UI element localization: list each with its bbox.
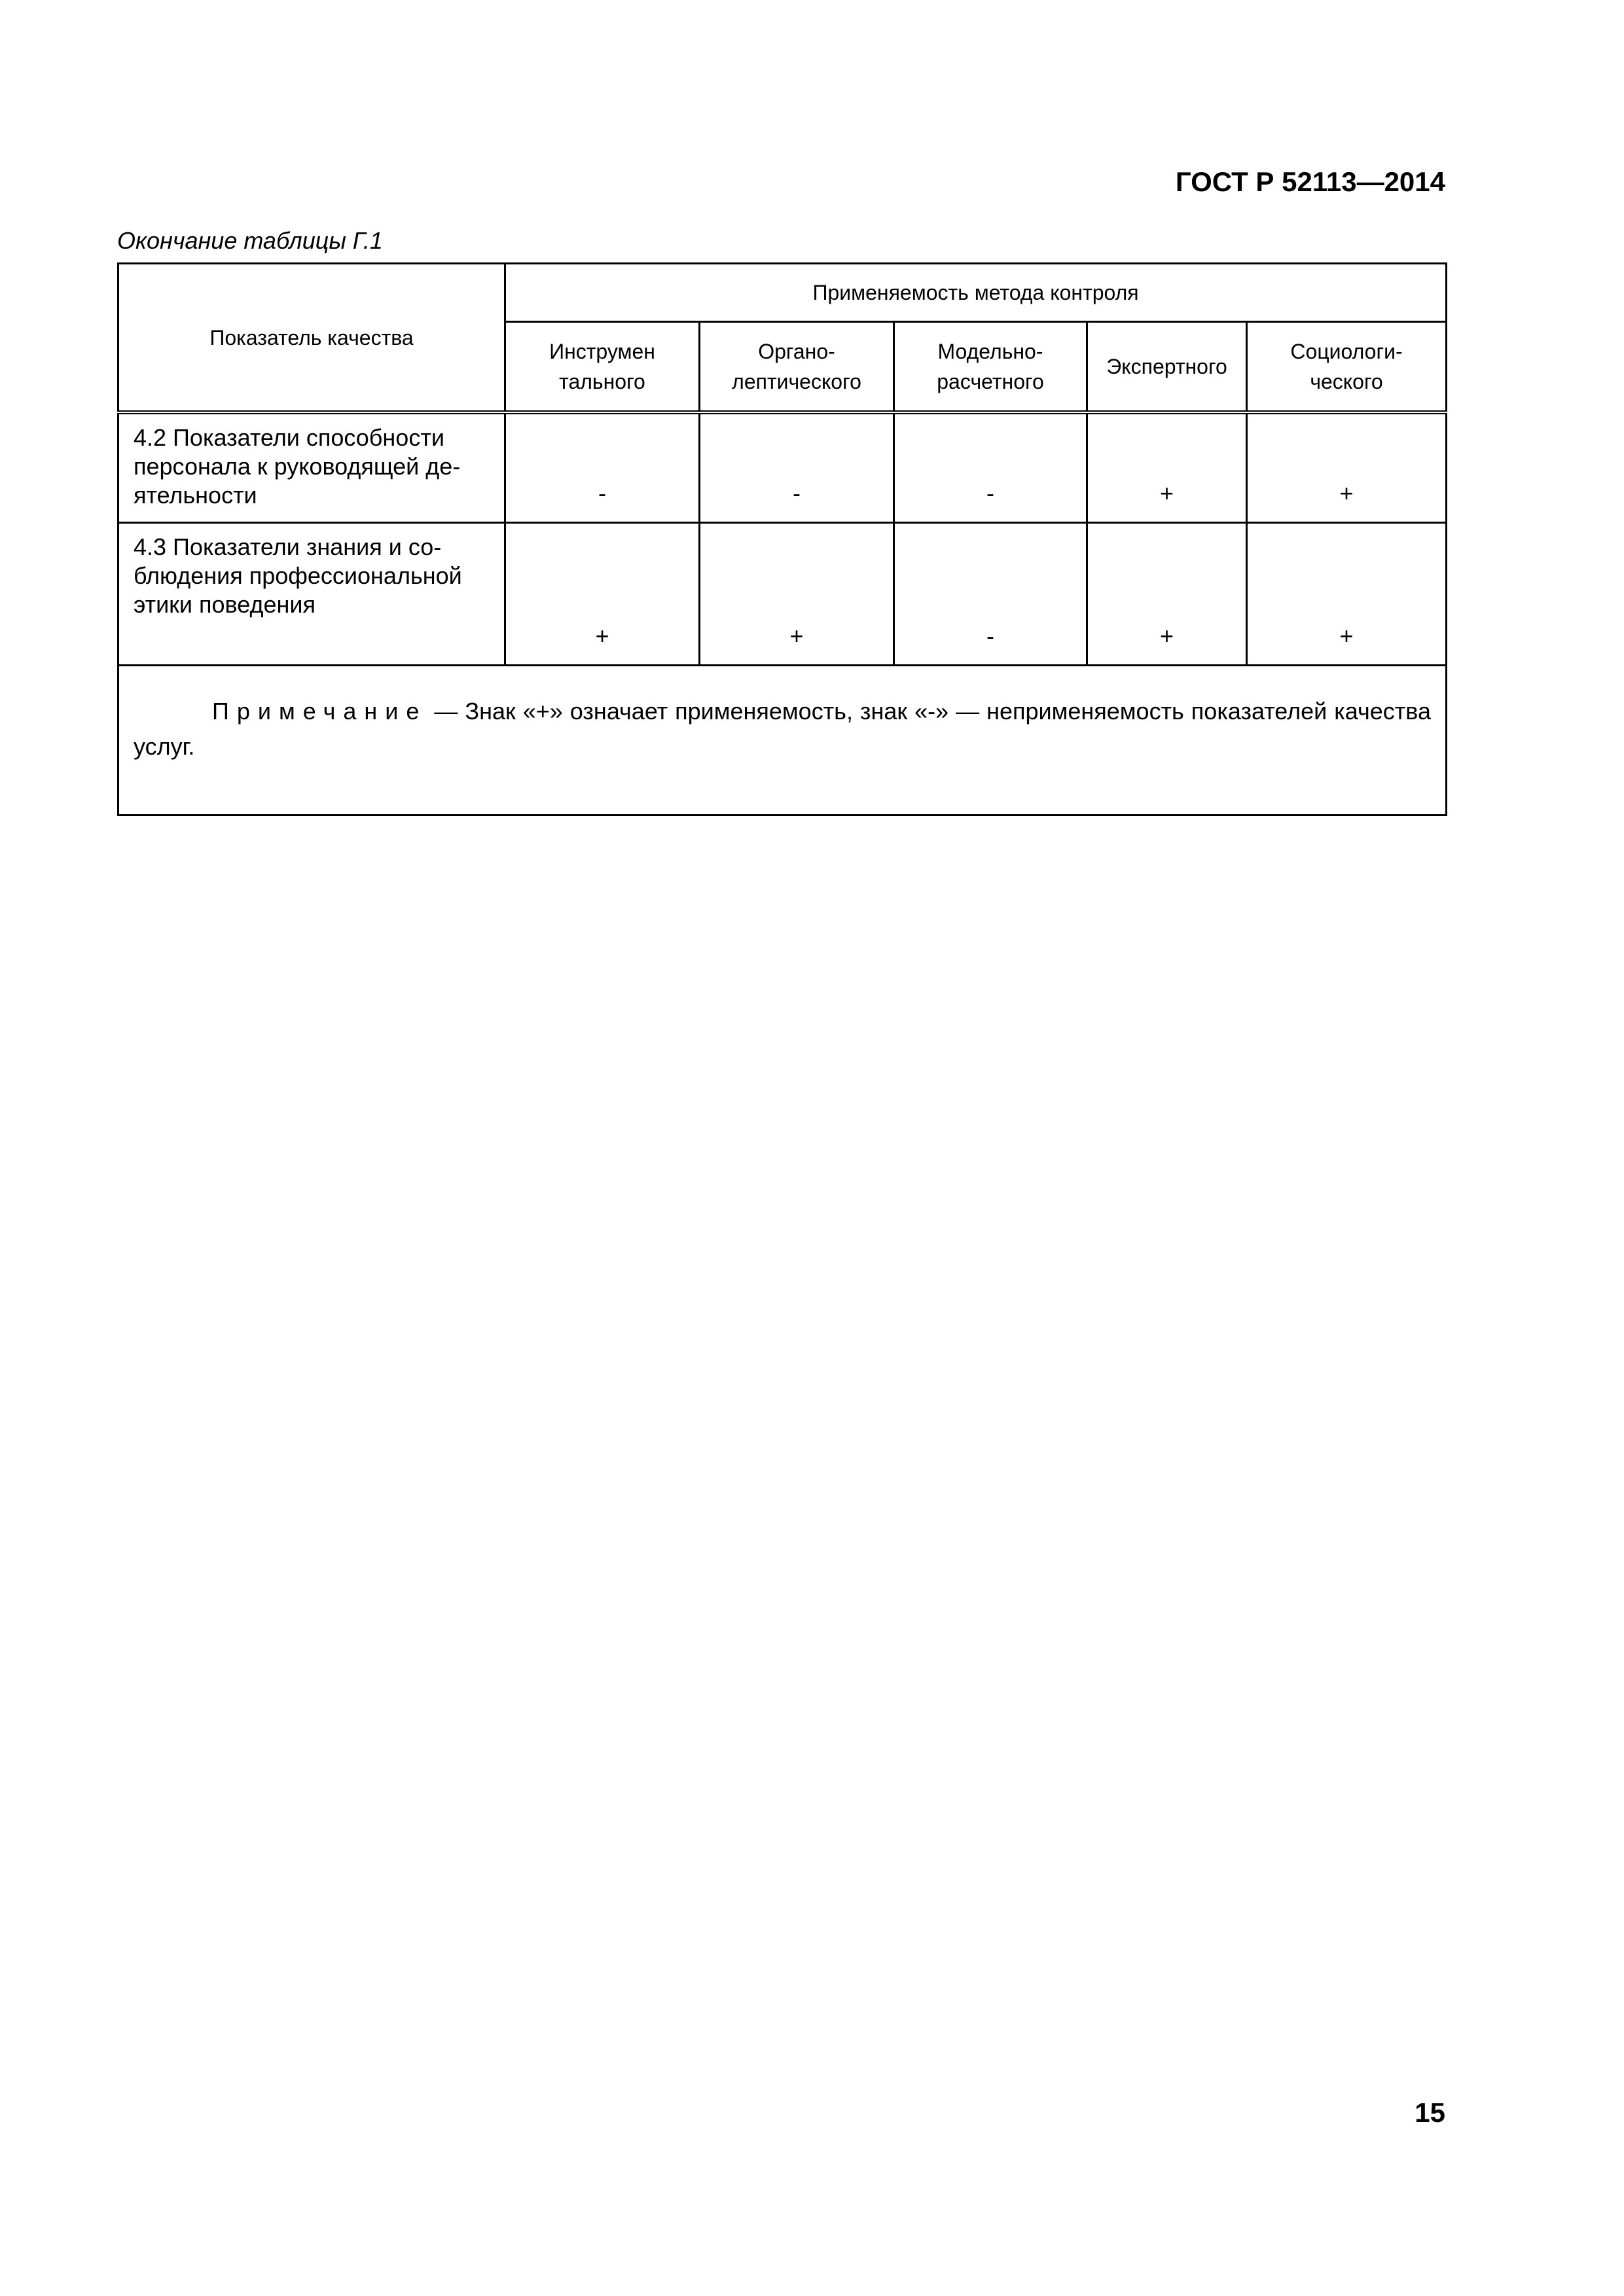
table-row — [118, 522, 1447, 665]
table-caption: Окончание таблицы Г.1 — [117, 227, 383, 254]
header-method-group — [505, 264, 1447, 322]
header-method-model-calc: Модельно- расчетного — [894, 322, 1087, 413]
header-method-expert: Экспертного — [1087, 322, 1247, 413]
row-4-3-organoleptic: + — [700, 522, 894, 665]
page-number: 15 — [1415, 2097, 1445, 2128]
row-4-2-expert: + — [1087, 412, 1247, 522]
header-method-sociological: Социологи- ческого — [1247, 322, 1447, 413]
header-indicator-label: Показатель качества — [209, 325, 414, 350]
row-4-2-sociological: + — [1247, 412, 1447, 522]
note-prefix: Примечание — [212, 697, 427, 725]
note-text: — Знак «+» означает применяемость, знак «-» — неприменяемость показателей качества услуг. — [134, 697, 1432, 760]
row-4-2-model-calc: - — [894, 412, 1087, 522]
row-4-3-model-calc: - — [894, 522, 1087, 665]
note-row — [118, 665, 1447, 815]
header-method-organoleptic: Органо- лептического — [700, 322, 894, 413]
row-4-2-instrumental: - — [505, 412, 700, 522]
document-code: ГОСТ Р 52113—2014 — [1175, 166, 1445, 197]
row-4-3-sociological: + — [1247, 522, 1447, 665]
row-4-3-expert: + — [1087, 522, 1247, 665]
quality-indicators-table — [117, 262, 1447, 816]
header-method-instrumental: Инструмен тального — [505, 322, 700, 413]
header-method-group-label: Применяемость метода контроля — [812, 281, 1139, 304]
row-4-2-organoleptic: - — [700, 412, 894, 522]
row-label-4-2: 4.2 Показатели способности персонала к руководящей деятельности — [118, 412, 505, 522]
table-note — [118, 665, 1447, 815]
table-row — [118, 412, 1447, 522]
row-label-4-3: 4.3 Показатели знания и соблюдения профессиональной этики поведения — [118, 522, 505, 665]
header-indicator — [118, 264, 505, 413]
row-4-3-instrumental: + — [505, 522, 700, 665]
